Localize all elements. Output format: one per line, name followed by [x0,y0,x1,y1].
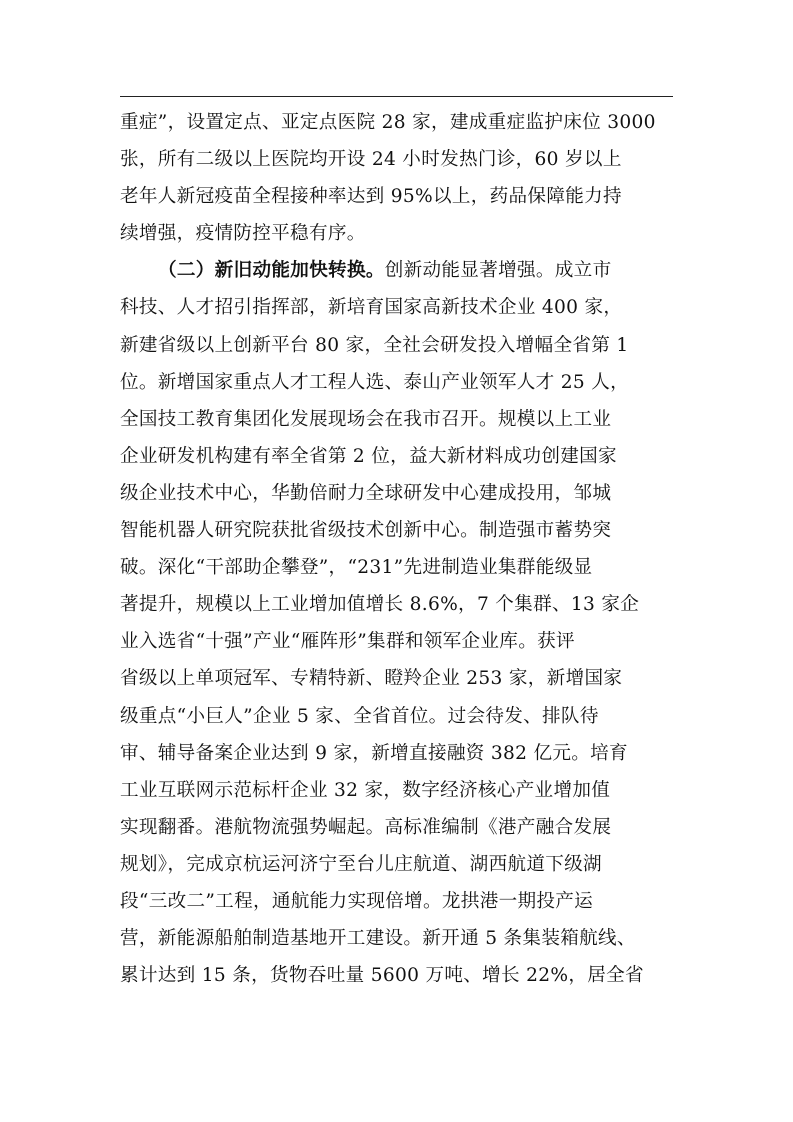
text-line: 省级以上单项冠军、专精特新、瞪羚企业 253 家，新增国家 [120,668,623,690]
text-line: 企业研发机构建有率全省第 2 位，益大新材料成功创建国家 [120,445,617,467]
text-line: 工业互联网示范标杆企业 32 家，数字经济核心产业增加值 [120,779,611,801]
text-line: 续增强，疫情防控平稳有序。 [120,223,366,245]
text-line: 规划》，完成京杭运河济宁至台儿庄航道、湖西航道下级湖 [120,853,602,875]
section-heading: （二）新旧动能加快转换。 [158,260,385,282]
text-line: 段“三改二”工程，通航能力实现倍增。龙拱港一期投产运 [120,890,594,912]
section-lead-text: 创新动能显著增强。成立市 [384,260,612,282]
text-line: 重症”，设置定点、亚定点医院 28 家，建成重症监护床位 3000 [120,112,656,133]
section-paragraph-first-line [120,252,680,289]
text-line: 科技、人才招引指挥部，新培育国家高新技术企业 400 家， [120,297,623,319]
text-line: 位。新增国家重点人才工程人选、泰山产业领军人才 25 人， [120,371,630,393]
text-line: 老年人新冠疫苗全程接种率达到 95%以上，药品保障能力持 [120,186,622,208]
header-rule [120,96,673,97]
text-line: 破。深化“干部助企攀登”，“231”先进制造业集群能级显 [120,557,593,579]
text-line: 累计达到 15 条，货物吞吐量 5600 万吨、增长 22%，居全省 [120,965,644,987]
text-line: 张，所有二级以上医院均开设 24 小时发热门诊，60 岁以上 [120,149,622,171]
text-line: 智能机器人研究院获批省级技术创新中心。制造强市蓄势突 [120,520,612,542]
body-text [120,104,680,994]
text-line: 业入选省“十强”产业“雁阵形”集群和领军企业库。获评 [120,631,575,653]
text-line: 营，新能源船舶制造基地开工建设。新开通 5 条集装箱航线、 [120,928,636,950]
text-line: 著提升，规模以上工业增加值增长 8.6%，7 个集群、13 家企 [120,594,640,616]
text-line: 实现翻番。港航物流强势崛起。高标准编制《港产融合发展 [120,816,612,838]
text-line: 级重点“小巨人”企业 5 家、全省首位。过会待发、排队待 [120,705,599,727]
text-line: 新建省级以上创新平台 80 家，全社会研发投入增幅全省第 1 [120,334,629,356]
text-line: 全国技工教育集团化发展现场会在我市召开。规模以上工业 [120,408,612,430]
text-line: 审、辅导备案企业达到 9 家，新增直接融资 382 亿元。培育 [120,742,628,764]
text-line: 级企业技术中心，华勤倍耐力全球研发中心建成投用，邹城 [120,482,612,504]
